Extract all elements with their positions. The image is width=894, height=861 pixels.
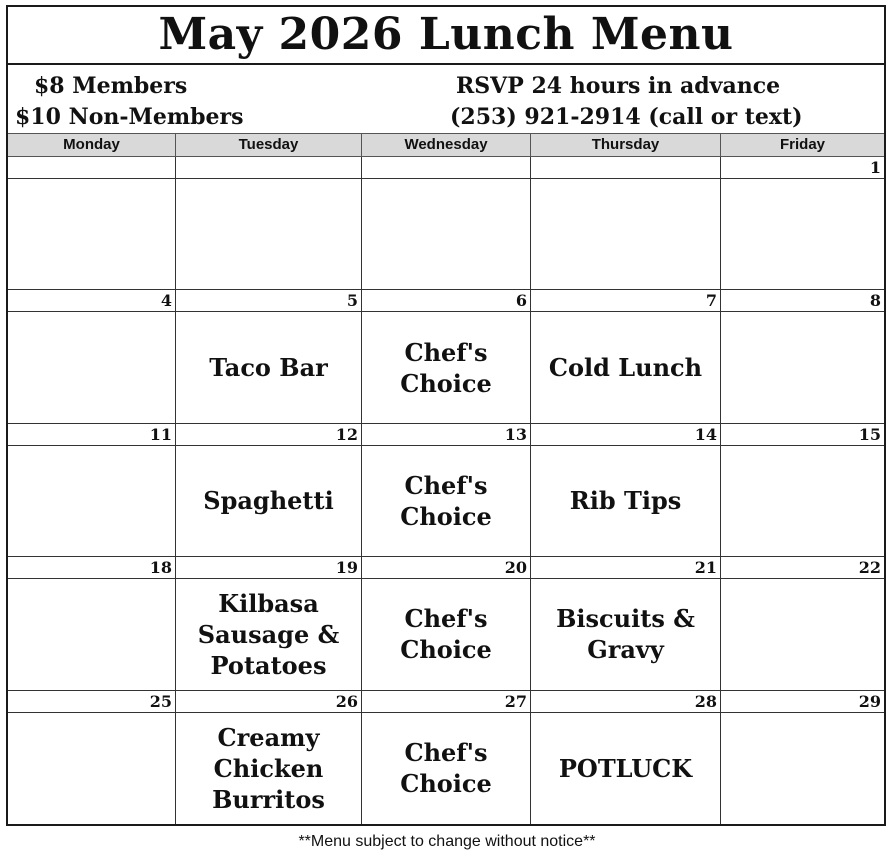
day-number: 4	[160, 291, 172, 311]
calendar-grid	[8, 157, 884, 824]
meal-name	[721, 579, 884, 689]
calendar-day-cell	[721, 290, 884, 423]
meal-name: Creamy Chicken Burritos	[212, 722, 325, 814]
calendar-day-cell	[8, 691, 176, 824]
meal-name: Biscuits & Gravy	[556, 604, 695, 665]
meal-name	[721, 179, 884, 289]
meal-name	[176, 179, 361, 289]
meal-name	[8, 446, 175, 556]
weekday-monday: Monday	[8, 134, 176, 156]
day-number: 18	[149, 558, 172, 578]
calendar-day-cell	[176, 691, 362, 824]
day-number-bar	[531, 557, 720, 579]
day-number: 22	[858, 558, 881, 578]
day-number: 6	[515, 291, 527, 311]
day-number: 5	[346, 291, 358, 311]
day-number-bar	[531, 290, 720, 312]
calendar-day-cell	[531, 557, 721, 690]
weekday-wednesday: Wednesday	[362, 134, 531, 156]
weekday-thursday: Thursday	[531, 134, 721, 156]
day-number: 13	[504, 424, 527, 444]
day-number: 15	[858, 424, 881, 444]
day-number-bar	[176, 290, 361, 312]
info-section	[8, 65, 884, 133]
calendar-day-cell	[176, 290, 362, 423]
calendar-day-cell	[176, 557, 362, 690]
day-number: 26	[335, 691, 358, 711]
calendar-day-cell	[8, 557, 176, 690]
day-number-bar	[531, 424, 720, 446]
day-number: 11	[149, 424, 172, 444]
day-number: 8	[869, 291, 881, 311]
calendar-day-cell	[362, 557, 531, 690]
meal-name	[721, 312, 884, 422]
meal-name	[362, 179, 530, 289]
day-number: 28	[694, 691, 717, 711]
calendar-day-cell	[721, 157, 884, 290]
menu-sheet	[6, 5, 886, 826]
day-number-bar	[362, 424, 530, 446]
weekday-tuesday: Tuesday	[176, 134, 362, 156]
calendar-day-cell	[362, 691, 531, 824]
meal-name: Kilbasa Sausage & Potatoes	[197, 588, 340, 680]
day-number-bar	[8, 557, 175, 579]
meal-name: Taco Bar	[209, 353, 328, 383]
day-number-bar	[176, 424, 361, 446]
calendar-day-cell	[8, 290, 176, 423]
day-number: 25	[149, 691, 172, 711]
calendar-day-cell	[531, 691, 721, 824]
calendar-day-cell	[531, 290, 721, 423]
calendar-day-cell	[721, 424, 884, 557]
day-number: 1	[869, 158, 881, 177]
day-number: 21	[694, 558, 717, 578]
day-number-bar	[362, 691, 530, 713]
meal-name	[8, 713, 175, 824]
calendar-day-cell	[176, 424, 362, 557]
calendar-day-cell	[531, 424, 721, 557]
day-number: 7	[705, 291, 717, 311]
calendar-day-cell	[8, 424, 176, 557]
meal-name: Chef's Choice	[400, 337, 492, 398]
day-number-bar	[176, 691, 361, 713]
calendar-day-cell	[362, 424, 531, 557]
day-number: 14	[694, 424, 717, 444]
meal-name: POTLUCK	[558, 753, 693, 783]
page-title: May 2026 Lunch Menu	[8, 7, 884, 65]
day-number-bar	[362, 290, 530, 312]
day-number: 19	[335, 558, 358, 578]
day-number-bar	[721, 290, 884, 312]
calendar-day-cell	[721, 691, 884, 824]
meal-name: Spaghetti	[203, 486, 334, 516]
meal-name	[8, 579, 175, 689]
day-number-bar	[8, 424, 175, 446]
day-number: 20	[504, 558, 527, 578]
day-number-bar	[8, 290, 175, 312]
day-number: 29	[858, 691, 881, 711]
meal-name: Chef's Choice	[400, 738, 492, 799]
calendar-day-cell	[176, 157, 362, 290]
day-number-bar	[721, 557, 884, 579]
day-number: 27	[504, 691, 527, 711]
day-number-bar	[721, 691, 884, 713]
meal-name: Chef's Choice	[400, 470, 492, 531]
day-number-bar	[721, 424, 884, 446]
non-members-price: $10 Non-Members	[15, 104, 244, 130]
members-price: $8 Members	[34, 73, 188, 99]
day-number-bar	[531, 691, 720, 713]
day-number-bar	[176, 157, 361, 179]
rsvp-note: RSVP 24 hours in advance	[456, 73, 781, 99]
rsvp-phone: (253) 921-2914 (call or text)	[450, 104, 803, 130]
meal-name	[8, 312, 175, 422]
calendar-day-cell	[8, 157, 176, 290]
calendar-day-cell	[362, 157, 531, 290]
day-number-bar	[8, 691, 175, 713]
footer-note: **Menu subject to change without notice**	[298, 833, 596, 850]
day-number-bar	[8, 157, 175, 179]
weekday-friday: Friday	[779, 136, 825, 153]
meal-name	[721, 446, 884, 556]
day-number: 12	[335, 424, 358, 444]
meal-name	[721, 713, 884, 824]
day-number-bar	[362, 557, 530, 579]
calendar-day-cell	[362, 290, 531, 423]
meal-name: Rib Tips	[569, 486, 682, 516]
meal-name: Chef's Choice	[400, 604, 492, 665]
day-number-bar	[176, 557, 361, 579]
calendar-day-cell	[531, 157, 721, 290]
calendar-day-cell	[721, 557, 884, 690]
day-number-bar	[531, 157, 720, 179]
weekday-header	[8, 133, 884, 157]
meal-name: Cold Lunch	[548, 353, 703, 383]
day-number-bar	[362, 157, 530, 179]
meal-name	[531, 179, 720, 289]
day-number-bar	[721, 157, 884, 179]
meal-name	[8, 179, 175, 289]
